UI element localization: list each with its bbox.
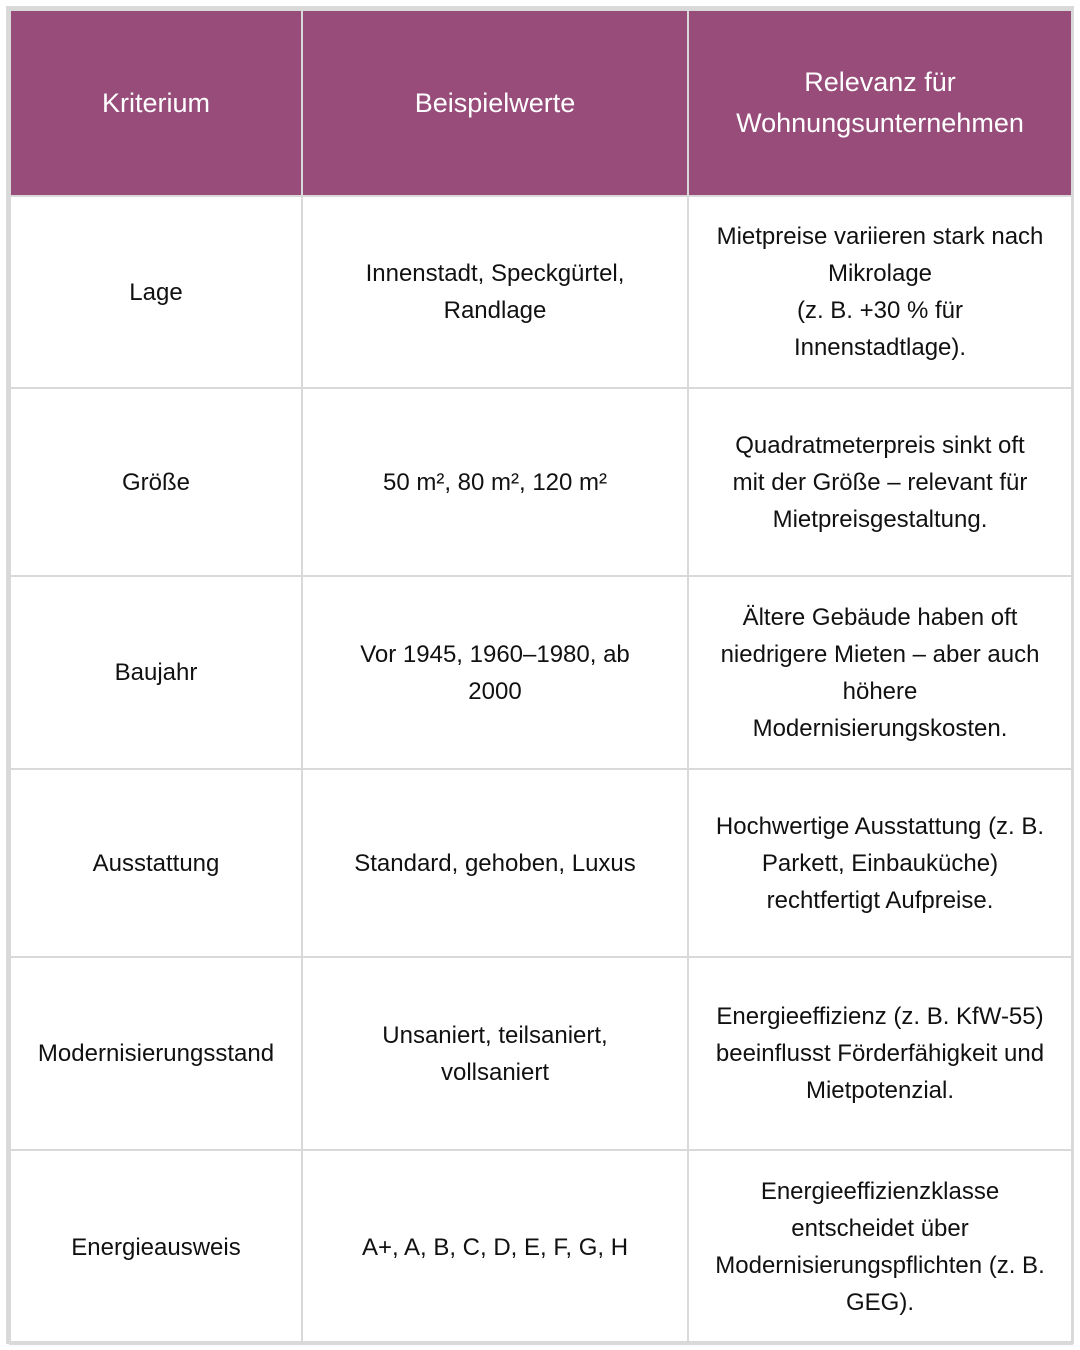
header-kriterium: Kriterium bbox=[10, 10, 302, 196]
header-relevanz: Relevanz für Wohnungsunternehmen bbox=[688, 10, 1072, 196]
cell-relevanz: Energieeffizienz (z. B. KfW-55) beeinflusst Förderfähigkeit und Mietpotenzial. bbox=[688, 957, 1072, 1150]
table-row bbox=[10, 196, 1072, 388]
cell-relevanz: Quadratmeterpreis sinkt oft mit der Größe – relevant für Mietpreisgestaltung. bbox=[688, 388, 1072, 576]
cell-relevanz: Energieeffizienzklasse entscheidet über Modernisierungspflichten (z. B. GEG). bbox=[688, 1150, 1072, 1344]
cell-beispielwerte: Vor 1945, 1960–1980, ab 2000 bbox=[302, 576, 688, 769]
table-row bbox=[10, 576, 1072, 769]
cell-beispielwerte: A+, A, B, C, D, E, F, G, H bbox=[302, 1150, 688, 1344]
criteria-table-grid bbox=[9, 9, 1073, 1345]
table-header-row bbox=[10, 10, 1072, 196]
cell-kriterium: Baujahr bbox=[10, 576, 302, 769]
table-row bbox=[10, 769, 1072, 957]
cell-relevanz: Ältere Gebäude haben oft niedrigere Mieten – aber auch höhere Modernisierungskosten. bbox=[688, 576, 1072, 769]
table-row bbox=[10, 957, 1072, 1150]
header-beispielwerte: Beispielwerte bbox=[302, 10, 688, 196]
cell-beispielwerte: Unsaniert, teilsaniert, vollsaniert bbox=[302, 957, 688, 1150]
cell-relevanz: Hochwertige Ausstattung (z. B. Parkett, Einbauküche) rechtfertigt Aufpreise. bbox=[688, 769, 1072, 957]
table-row bbox=[10, 1150, 1072, 1344]
cell-beispielwerte: Standard, gehoben, Luxus bbox=[302, 769, 688, 957]
criteria-table bbox=[6, 6, 1074, 1344]
cell-relevanz: Mietpreise variieren stark nach Mikrolage (z. B. +30 % für Innenstadtlage). bbox=[688, 196, 1072, 388]
cell-kriterium: Ausstattung bbox=[10, 769, 302, 957]
table-row bbox=[10, 388, 1072, 576]
cell-beispielwerte: Innenstadt, Speckgürtel, Randlage bbox=[302, 196, 688, 388]
cell-kriterium: Energieausweis bbox=[10, 1150, 302, 1344]
cell-kriterium: Modernisierungsstand bbox=[10, 957, 302, 1150]
cell-beispielwerte: 50 m², 80 m², 120 m² bbox=[302, 388, 688, 576]
cell-kriterium: Lage bbox=[10, 196, 302, 388]
cell-kriterium: Größe bbox=[10, 388, 302, 576]
